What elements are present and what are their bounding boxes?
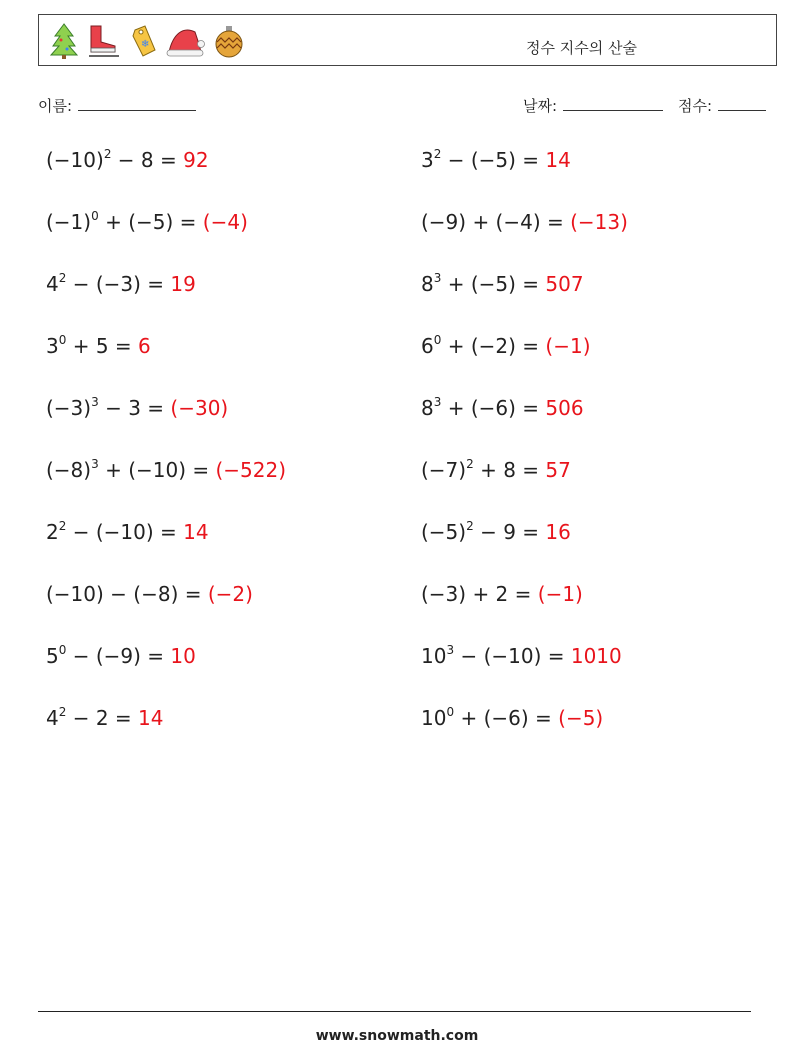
problem-base: (−1) (46, 210, 92, 234)
problem-item (46, 458, 286, 482)
problem-exponent: 2 (466, 519, 474, 533)
problem-operation: − 9 = (473, 520, 546, 544)
problem-base: 4 (46, 706, 59, 730)
problem-exponent: 3 (446, 643, 455, 657)
problem-exponent: 0 (91, 209, 99, 223)
worksheet-header (38, 14, 777, 66)
problem-operation: + (−5) = (98, 210, 203, 234)
problem-answer: 16 (545, 520, 571, 544)
score-label: 점수: (678, 97, 713, 115)
problem-operation: − 3 = (98, 396, 171, 420)
problem-answer: (−2) (207, 582, 253, 606)
problem-answer: 14 (138, 706, 164, 730)
problem-exponent: 2 (466, 457, 474, 471)
problem-operation: − 8 = (111, 148, 184, 172)
problem-item (46, 210, 248, 234)
svg-text:❄: ❄ (141, 39, 150, 50)
problem-operation: − (−9) = (66, 644, 171, 668)
name-label: 이름: (38, 97, 73, 115)
problem-answer: (−13) (570, 210, 628, 234)
problem-base: 6 (421, 334, 434, 358)
problem-answer: (−30) (170, 396, 229, 420)
problem-item (46, 644, 196, 668)
score-blank-line[interactable] (718, 96, 766, 111)
santa-hat-icon (165, 22, 207, 60)
problem-base: 2 (46, 520, 59, 544)
problem-operation: + (−6) = (441, 396, 546, 420)
problem-item (421, 396, 584, 420)
problem-exponent: 0 (58, 333, 67, 347)
problem-exponent: 0 (433, 333, 442, 347)
problem-base: 10 (421, 644, 447, 668)
problem-exponent: 3 (433, 271, 442, 285)
problem-answer: (−1) (537, 582, 583, 606)
problem-base: (−5) (421, 520, 467, 544)
problem-operation: − 2 = (66, 706, 139, 730)
problem-base: 3 (46, 334, 59, 358)
problem-base: (−10) (46, 148, 104, 172)
problem-answer: 1010 (570, 644, 622, 668)
problem-base: 8 (421, 396, 434, 420)
worksheet-title: 정수 지수의 산술 (526, 39, 637, 57)
name-blank-line[interactable] (78, 96, 196, 111)
problem-answer: (−1) (545, 334, 591, 358)
problem-item (421, 644, 622, 668)
problem-item (421, 148, 571, 172)
problem-item (421, 272, 584, 296)
problem-item (421, 210, 628, 234)
problem-base: 3 (421, 148, 434, 172)
problem-operation: + 5 = (66, 334, 139, 358)
problem-item (46, 706, 164, 730)
problem-exponent: 3 (91, 457, 99, 471)
problem-operation: + (−2) = (441, 334, 546, 358)
problem-answer: 10 (170, 644, 196, 668)
footer-divider (38, 1011, 751, 1012)
problem-operation: + (−6) = (454, 706, 559, 730)
problem-item (46, 334, 151, 358)
problem-item (421, 334, 591, 358)
problem-exponent: 2 (58, 519, 67, 533)
problem-item (421, 520, 571, 544)
problem-base: (−9) + (−4) = (421, 210, 571, 234)
problem-exponent: 3 (433, 395, 442, 409)
problem-exponent: 2 (58, 705, 67, 719)
problem-base: (−8) (46, 458, 92, 482)
problem-operation: + 8 = (473, 458, 546, 482)
gift-tag-icon (127, 22, 159, 60)
problem-answer: (−5) (558, 706, 604, 730)
problem-answer: 57 (545, 458, 571, 482)
footer-website: www.snowmath.com (315, 1028, 479, 1044)
problem-answer: 14 (545, 148, 571, 172)
date-label: 날짜: (523, 97, 558, 115)
header-icons (49, 21, 245, 61)
problem-exponent: 3 (91, 395, 99, 409)
problem-item (46, 396, 228, 420)
score-field (678, 95, 766, 116)
problem-answer: 19 (170, 272, 196, 296)
problem-operation: − (−5) = (441, 148, 546, 172)
problem-exponent: 2 (58, 271, 67, 285)
problem-answer: 14 (183, 520, 209, 544)
problem-answer: 507 (545, 272, 584, 296)
problem-operation: + (−10) = (98, 458, 216, 482)
problem-operation: − (−3) = (66, 272, 171, 296)
problem-item (46, 520, 209, 544)
problem-exponent: 2 (103, 147, 112, 161)
problem-base: 5 (46, 644, 59, 668)
problem-base: 8 (421, 272, 434, 296)
christmas-tree-icon (49, 22, 79, 60)
problem-base: (−3) (46, 396, 92, 420)
problem-operation: + (−5) = (441, 272, 546, 296)
problem-exponent: 0 (58, 643, 67, 657)
ice-skate-icon (85, 22, 121, 60)
problem-operation: − (−10) = (66, 520, 184, 544)
problem-operation: − (−10) = (454, 644, 571, 668)
date-field (523, 95, 663, 116)
problem-item (421, 706, 603, 730)
problem-answer: (−522) (215, 458, 287, 482)
problem-base: (−7) (421, 458, 467, 482)
problem-base: 4 (46, 272, 59, 296)
ornament-ball-icon (213, 22, 245, 60)
problem-answer: (−4) (202, 210, 248, 234)
name-field (38, 95, 196, 116)
date-blank-line[interactable] (563, 96, 663, 111)
problem-answer: 92 (183, 148, 209, 172)
problem-item (421, 458, 571, 482)
problem-answer: 6 (138, 334, 151, 358)
problem-exponent: 0 (446, 705, 455, 719)
problem-base: (−10) − (−8) = (46, 582, 208, 606)
problem-item (46, 272, 196, 296)
problem-item (421, 582, 583, 606)
problem-base: (−3) + 2 = (421, 582, 538, 606)
problem-answer: 506 (545, 396, 584, 420)
problem-item (46, 148, 209, 172)
problem-item (46, 582, 253, 606)
problem-base: 10 (421, 706, 447, 730)
problem-exponent: 2 (433, 147, 442, 161)
